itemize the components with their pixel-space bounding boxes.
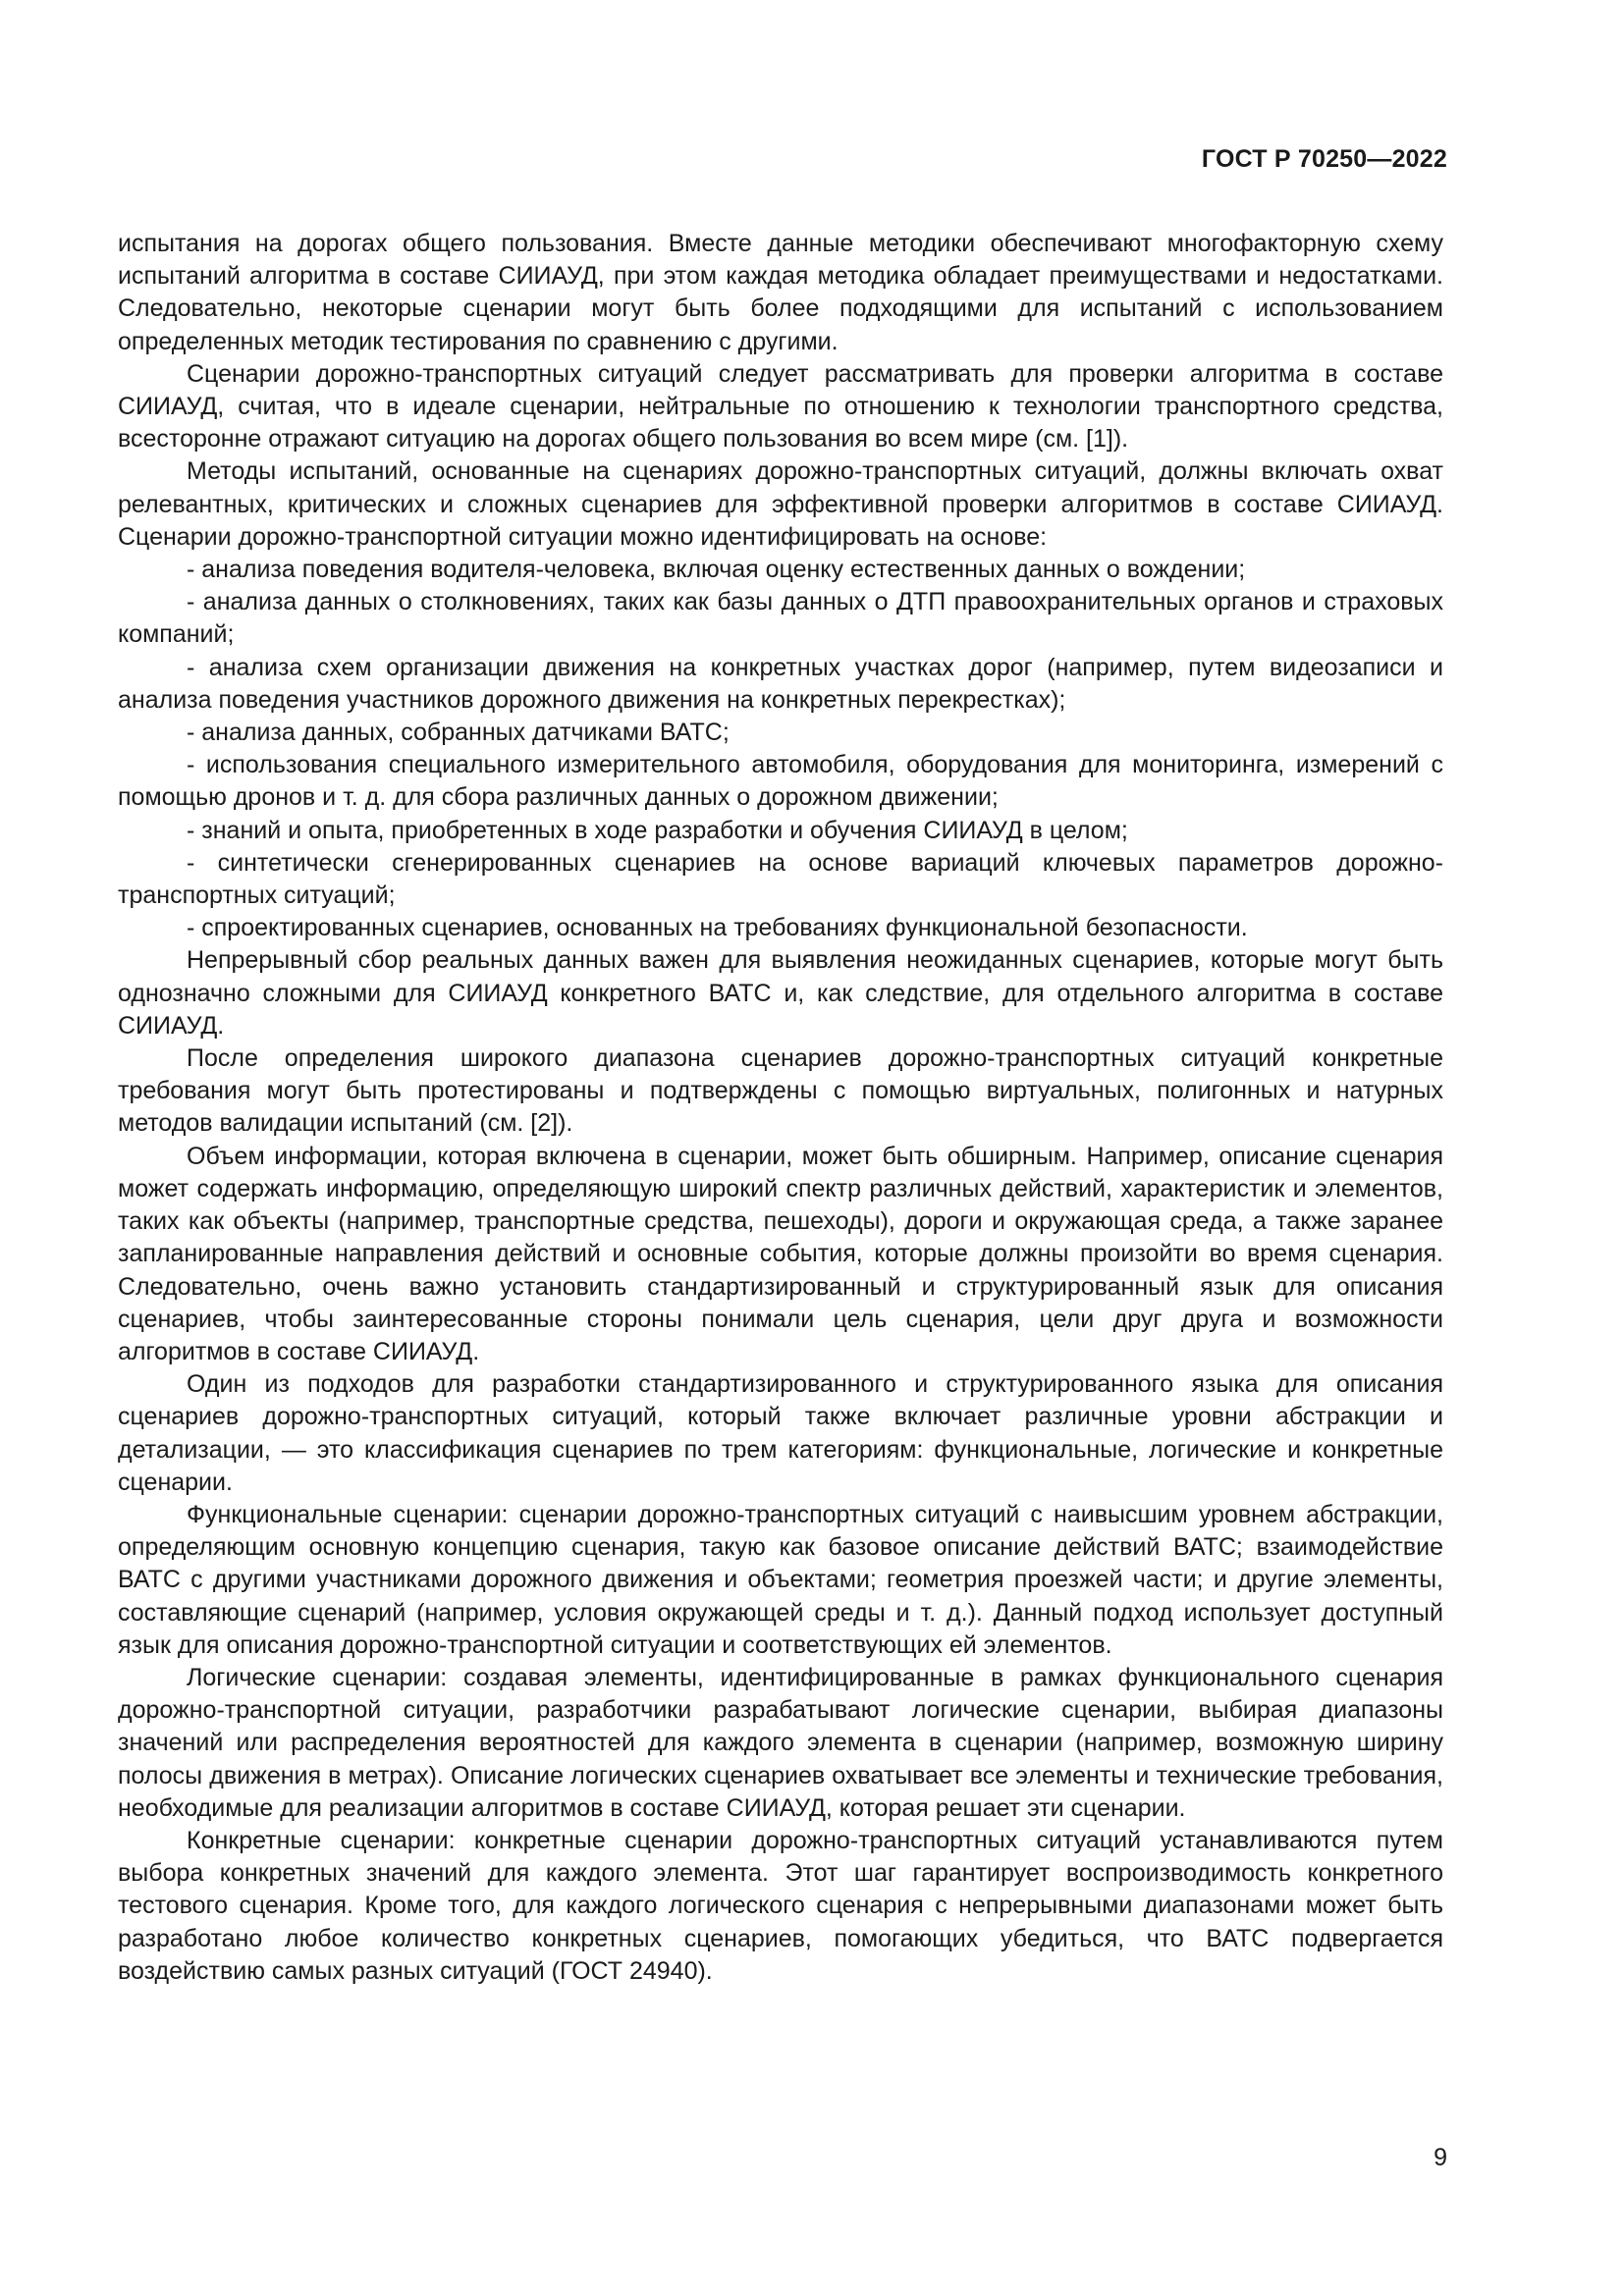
list-item: - анализа поведения водителя-человека, включая оценку естественных данных о вождении; — [187, 556, 1246, 584]
paragraph: Методы испытаний, основанные на сценариях дорожно-транспортных ситуаций, должны включать охват релевантных, критических и сложных сценариев для эффективной проверки алгоритмов в составе СИИАУД. Сценарии дорожно-транспортной ситуации можно идентифицировать на основе: — [118, 457, 1443, 551]
document-code: ГОСТ Р 70250—2022 — [1201, 145, 1447, 173]
list-item: - анализа данных о столкновениях, таких как базы данных о ДТП правоохранительных органов и страховых компаний; — [118, 588, 1443, 649]
document-body — [118, 228, 1443, 1988]
paragraph: Непрерывный сбор реальных данных важен для выявления неожиданных сценариев, которые могут быть однозначно сложными для СИИАУД конкретного ВАТС и, как следствие, для отдельного алгоритма в составе СИИАУД. — [118, 946, 1443, 1040]
paragraph: Конкретные сценарии: конкретные сценарии дорожно-транспортных ситуаций устанавливаются путем выбора конкретных значений для каждого элемента. Этот шаг гарантирует воспроизводимость конкретного тестового сценария. Кроме того, для каждого логического сценария с непрерывными диапазонами может быть разработано любое количество конкретных сценариев, помогающих убедиться, что ВАТС подвергается воздействию самых разных ситуаций (ГОСТ 24940). — [118, 1826, 1443, 1985]
list-item: - знаний и опыта, приобретенных в ходе разработки и обучения СИИАУД в целом; — [187, 816, 1128, 844]
page-number: 9 — [1434, 2144, 1447, 2171]
paragraph: Объем информации, которая включена в сценарии, может быть обширным. Например, описание сценария может содержать информацию, определяющую широкий спектр различных действий, характеристик и элементов, таких как объекты (например, транспортные средства, пешеходы), дороги и окружающая среда, а также заранее запланированные направления действий и основные события, которые должны произойти во время сценария. Следовательно, очень важно установить стандартизированный и структурированный язык для описания сценариев, чтобы заинтересованные стороны понимали цель сценария, цели друг друга и возможности алгоритмов в составе СИИАУД. — [118, 1142, 1443, 1365]
list-item: - спроектированных сценариев, основанных на требованиях функциональной безопасности. — [187, 914, 1248, 942]
list-item: - анализа схем организации движения на конкретных участках дорог (например, путем видеозаписи и анализа поведения участников дорожного движения на конкретных перекрестках); — [118, 653, 1443, 714]
list-item: - анализа данных, собранных датчиками ВАТС; — [187, 719, 730, 747]
paragraph: Сценарии дорожно-транспортных ситуаций следует рассматривать для проверки алгоритма в составе СИИАУД, считая, что в идеале сценарии, нейтральные по отношению к технологии транспортного средства, всесторонне отражают ситуацию на дорогах общего пользования во всем мире (см. [1]). — [118, 359, 1443, 454]
paragraph: испытания на дорогах общего пользования. Вместе данные методики обеспечивают многофакторную схему испытаний алгоритма в составе СИИАУД, при этом каждая методика обладает преимуществами и недостатками. Следовательно, некоторые сценарии могут быть более подходящими для испытаний с использованием определенных методик тестирования по сравнению с другими. — [118, 230, 1443, 355]
paragraph: Логические сценарии: создавая элементы, идентифицированные в рамках функционального сценария дорожно-транспортной ситуации, разработчики разрабатывают логические сценарии, выбирая диапазоны значений или распределения вероятностей для каждого элемента в сценарии (например, возможную ширину полосы движения в метрах). Описание логических сценариев охватывает все элементы и технические требования, необходимые для реализации алгоритмов в составе СИИАУД, которая решает эти сценарии. — [118, 1663, 1443, 1822]
paragraph: Один из подходов для разработки стандартизированного и структурированного языка для описания сценариев дорожно-транспортных ситуаций, который также включает различные уровни абстракции и детализации, — это классификация сценариев по трем категориям: функциональные, логические и конкретные сценарии. — [118, 1370, 1443, 1496]
paragraph: Функциональные сценарии: сценарии дорожно-транспортных ситуаций с наивысшим уровнем абстракции, определяющим основную концепцию сценария, такую как базовое описание действий ВАТС; взаимодействие ВАТС с другими участниками дорожного движения и объектами; геометрия проезжей части; и другие элементы, составляющие сценарий (например, условия окружающей среды и т. д.). Данный подход использует доступный язык для описания дорожно-транспортной ситуации и соответствующих ей элементов. — [118, 1500, 1443, 1659]
list-item: - использования специального измерительного автомобиля, оборудования для мониторинга, измерений с помощью дронов и т. д. для сбора различных данных о дорожном движении; — [118, 751, 1443, 812]
paragraph: После определения широкого диапазона сценариев дорожно-транспортных ситуаций конкретные требования могут быть протестированы и подтверждены с помощью виртуальных, полигонных и натурных методов валидации испытаний (см. [2]). — [118, 1044, 1443, 1138]
list-item: - синтетически сгенерированных сценариев на основе вариаций ключевых параметров дорожно-транспортных ситуаций; — [118, 848, 1443, 910]
